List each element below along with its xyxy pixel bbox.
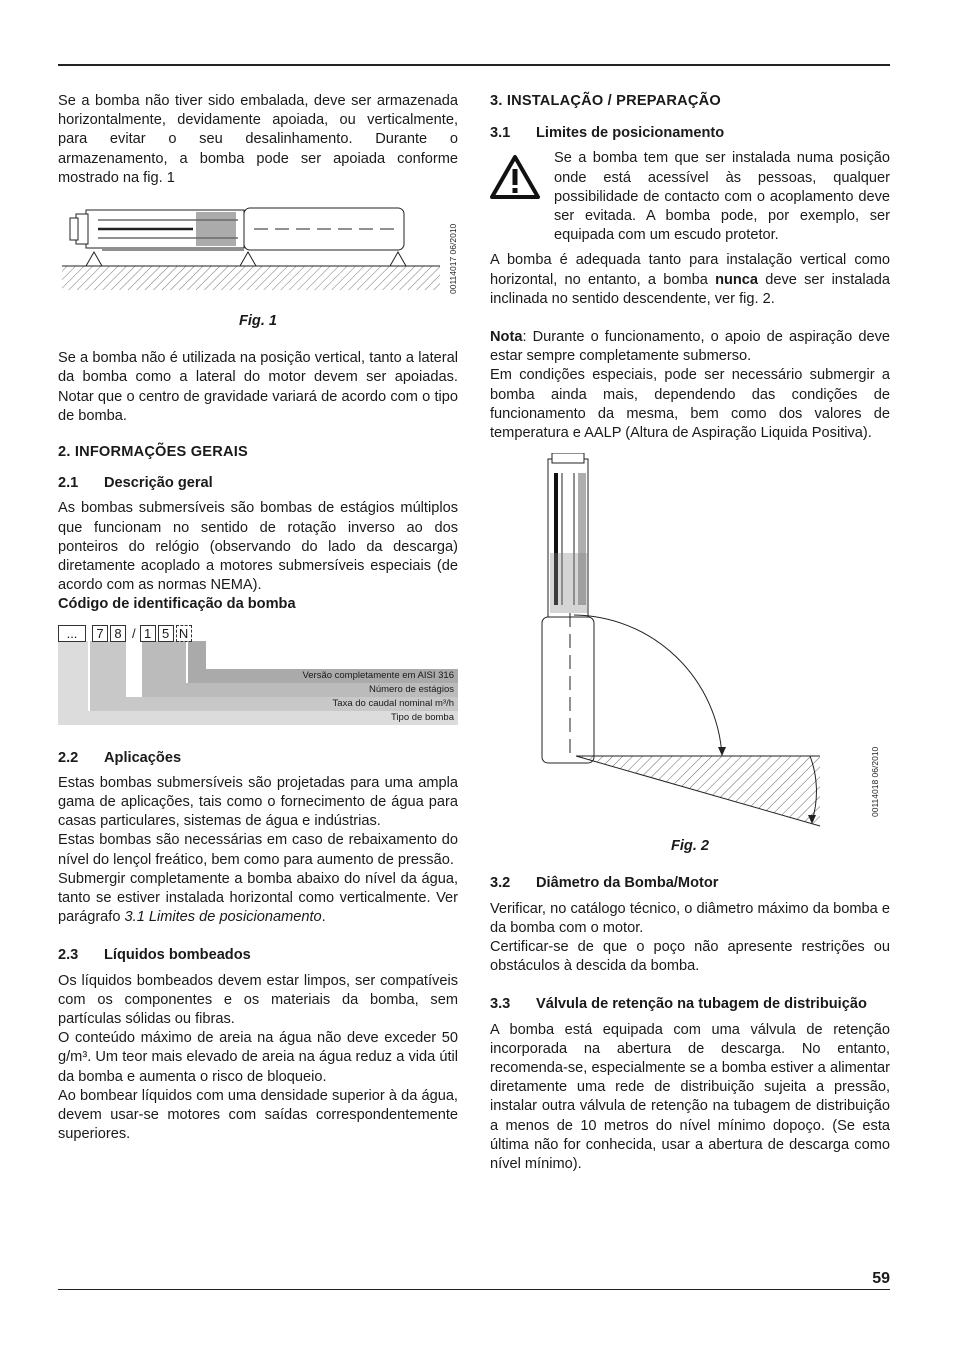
code-label-stages: Número de estágios: [368, 683, 454, 695]
code-box-digit: 8: [110, 625, 126, 642]
note-paragraph: [490, 328, 890, 366]
positioning-paragraph: [490, 251, 890, 309]
section-reference: 3.1 Limites de posicionamento: [124, 909, 322, 926]
description-paragraph: As bombas submersíveis são bombas de estágios múltiplos que funcionam no sentido de rotação inverso ao dos ponteiros do relógio (observando do lado da descarga) diretamente acoplado a motores submersíveis especiais (de acordo com as normas NEMA).: [58, 500, 458, 594]
code-boxes: [58, 624, 194, 643]
bottom-rule: [58, 1289, 890, 1290]
section-number: 3.3: [490, 996, 511, 1013]
section-title: Aplicações: [104, 749, 182, 766]
section-3-title: 3. INSTALAÇÃO / PREPARAÇÃO: [490, 93, 721, 109]
id-code-diagram: [58, 621, 458, 727]
liquids-paragraph-3: Ao bombear líquidos com uma densidade superior à da água, devem usar-se motores com saídas correspondentemente superiores.: [58, 1087, 458, 1143]
figure-1: [58, 190, 458, 308]
horizontal-pump-drawing: [58, 190, 458, 308]
liquids-paragraph-2: O conteúdo máximo de areia na água não deve exceder 50 g/m³. Um teor mais elevado de areia na água reduz a vida útil da bomba e aumenta o risco de bloqueio.: [58, 1030, 458, 1085]
fig1-caption: Fig. 1: [238, 313, 278, 329]
storage-paragraph: Se a bomba não tiver sido embalada, deve ser armazenada horizontalmente, devidamente apoiada, ou verticalmente, para evitar o seu desalinhamento. Durante o armazenamento, a bomba pode ser apoiada conforme mostrado na fig. 1: [58, 93, 458, 186]
code-box-digit: 5: [158, 625, 174, 642]
section-2-1-heading: [58, 474, 458, 493]
support-paragraph: Se a bomba não é utilizada na posição vertical, tanto a lateral da bomba como a lateral do motor devem ser apoiadas. Notar que o centro de gravidade variará de acordo com o tipo de bomba.: [58, 350, 458, 424]
warning-block: [490, 149, 890, 245]
liquids-paragraph-1: Os líquidos bombeados devem estar limpos, ser compatíveis com os componentes e os materiais da bomba, sem partículas sólidas ou fibras.: [58, 972, 458, 1028]
fig2-caption: Fig. 2: [670, 838, 710, 855]
diameter-paragraph-1: Verificar, no catálogo técnico, o diâmetro máximo da bomba e da bomba com o motor.: [490, 900, 890, 936]
section-title: Descrição geral: [104, 475, 213, 492]
section-number: 3.2: [490, 875, 511, 892]
code-label-type: Tipo de bomba: [390, 711, 454, 723]
applications-paragraph-1: Estas bombas submersíveis são projetadas para uma ampla gama de aplicações, tais como o fornecimento de água para casas particulares, sistemas de água e indústrias.: [58, 774, 458, 830]
emphasis-never: nunca: [715, 271, 759, 288]
section-2-title: 2. INFORMAÇÕES GERAIS: [58, 444, 248, 461]
right-column: [490, 92, 890, 1174]
note-label: Nota: [490, 329, 523, 346]
code-box-digit: 7: [92, 625, 108, 642]
page-number: 59: [872, 1270, 890, 1287]
code-box-digit: 1: [140, 625, 156, 642]
text-span: .: [321, 909, 326, 926]
text-span: Submergir completamente a bomba abaixo do nível da água, tanto se estiver instalada horizontal como verticalmente. Ver parágrafo: [58, 870, 458, 926]
top-rule: [58, 64, 890, 66]
code-label-flow: Taxa do caudal nominal m³/h: [332, 697, 454, 709]
fig2-code: 00114018 06/2010: [870, 746, 880, 818]
valve-paragraph: A bomba está equipada com uma válvula de retenção incorporada na abertura de descarga. No entanto, recomenda-se, especialmente se a bomba estiver a alimentar diretamente uma rede de distribuição sujeita a pressão, instalar outra válvula de retenção na tubagem de distribuição a menos de 10 metros do nível mínimo dopoço. (Se esta última não for conhecida, usar a abertura de descarga como nível mínimo).: [490, 1021, 890, 1173]
code-title: Código de identificação da bomba: [58, 596, 296, 613]
section-3-2-heading: [490, 874, 890, 893]
vertical-pump-drawing: [490, 453, 890, 835]
section-number: 2.1: [58, 475, 79, 492]
applications-paragraph-3: [58, 870, 458, 928]
warning-text: Se a bomba tem que ser instalada numa posição onde está acessível às pessoas, qualquer possibilidade de contacto com o acoplamento deve ser evitada. A bomba pode, por exemplo, ser equipada com um escudo protetor.: [554, 150, 890, 244]
section-title: Líquidos bombeados: [104, 947, 251, 964]
section-number: 3.1: [490, 125, 511, 142]
section-title: Válvula de retenção na tubagem de distribuição: [536, 996, 867, 1013]
section-title: Limites de posicionamento: [536, 125, 725, 142]
code-label-version: Versão completamente em AISI 316: [302, 669, 454, 681]
code-slash: /: [132, 625, 136, 641]
section-3-1-heading: [490, 124, 890, 143]
code-box-type: ...: [58, 625, 86, 642]
section-2-3-heading: [58, 946, 458, 965]
applications-paragraph-2: Estas bombas são necessárias em caso de rebaixamento do nível do lençol freático, bem como para aumento de pressão.: [58, 832, 458, 868]
special-conditions-paragraph: Em condições especiais, pode ser necessário submergir a bomba ainda mais, dependendo das condições de funcionamento da mesma, bem como dos valores de temperatura e AALP (Altura de Aspiração Liquida Positiva).: [490, 367, 890, 442]
text-span: A bomba é adequada tanto para instalação vertical como horizontal, no entanto, a bomba: [490, 252, 890, 288]
text-span: : Durante o funcionamento, o apoio de aspiração deve estar sempre completamente submerso.: [490, 329, 890, 365]
section-title: Diâmetro da Bomba/Motor: [536, 875, 719, 892]
section-2-2-heading: [58, 749, 458, 768]
section-number: 2.2: [58, 749, 79, 766]
warning-triangle-icon: [490, 149, 554, 245]
section-number: 2.3: [58, 947, 79, 964]
code-box-version: N: [176, 625, 192, 642]
fig1-code: 00114017 06/2010: [448, 223, 458, 294]
diameter-paragraph-2: Certificar-se de que o poço não apresente restrições ou obstáculos à descida da bomba.: [490, 939, 890, 975]
text-span: deve ser instalada inclinada no sentido descendente, ver fig. 2.: [490, 271, 890, 307]
figure-2: [490, 453, 890, 835]
left-column: [58, 92, 458, 1145]
section-3-3-heading: [490, 995, 890, 1014]
